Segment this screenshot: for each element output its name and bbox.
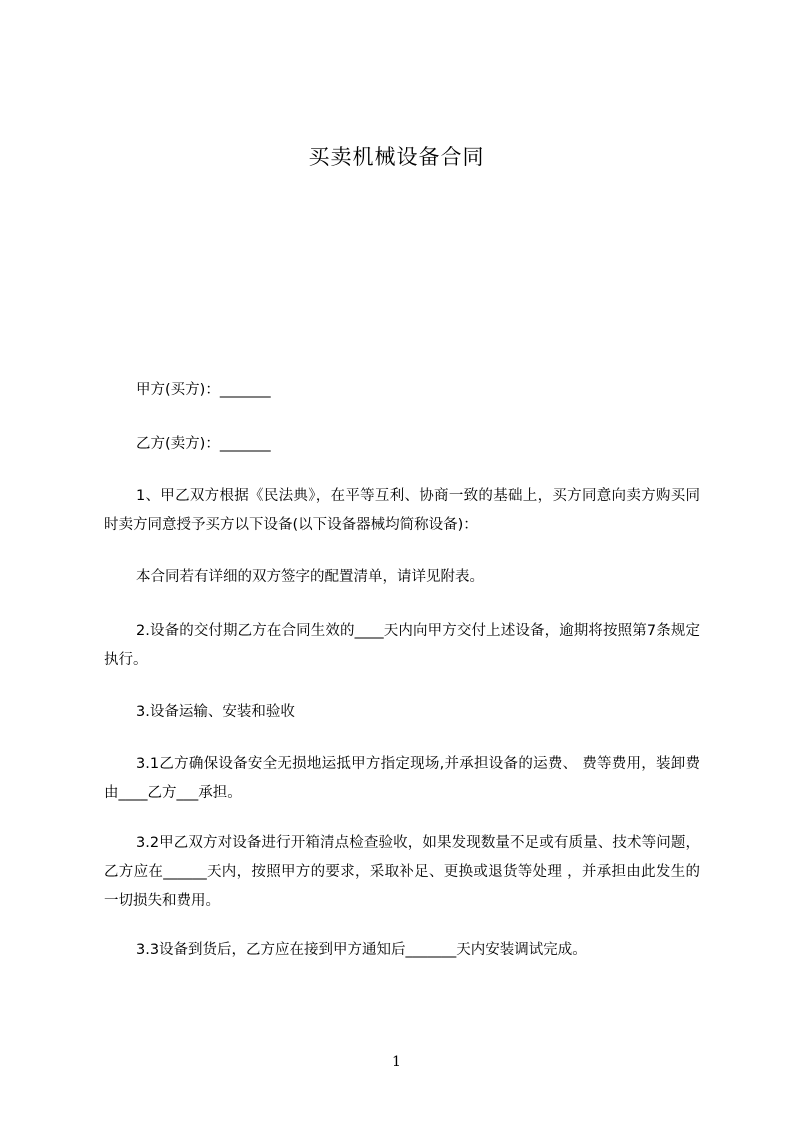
clause-3-2: 3.2甲乙双方对设备进行开箱清点检查验收，如果发现数量不足或有质量、技术等问题，乙方应在______天内，按照甲方的要求，采取补足、更换或退货等处理 ，并承担由此发生的一切损失和费用。	[104, 835, 700, 909]
page-number: 1	[392, 1054, 401, 1070]
clause-1: 1、甲乙双方根据《民法典》，在平等互利、协商一致的基础上，买方同意向卖方购买同时卖方同意授予买方以下设备(以下设备器械均简称设备)：	[104, 488, 700, 533]
clause-3-1: 3.1乙方确保设备安全无损地运抵甲方指定现场,并承担设备的运费、 费等费用，装卸费由____乙方___承担。	[104, 756, 700, 801]
clause-2: 2.设备的交付期乙方在合同生效的____天内向甲方交付上述设备，逾期将按照第7条规定执行。	[104, 623, 700, 668]
party-b-line: 乙方(卖方)：_______	[136, 436, 271, 452]
clause-3-3: 3.3设备到货后，乙方应在接到甲方通知后_______天内安装调试完成。	[136, 942, 587, 958]
clause-3-heading: 3.设备运输、安装和验收	[136, 704, 295, 720]
party-a-line: 甲方(买方)：_______	[136, 382, 271, 398]
clause-1-note: 本合同若有详细的双方签字的配置清单，请详见附表。	[136, 569, 484, 585]
document-title: 买卖机械设备合同	[308, 145, 485, 169]
